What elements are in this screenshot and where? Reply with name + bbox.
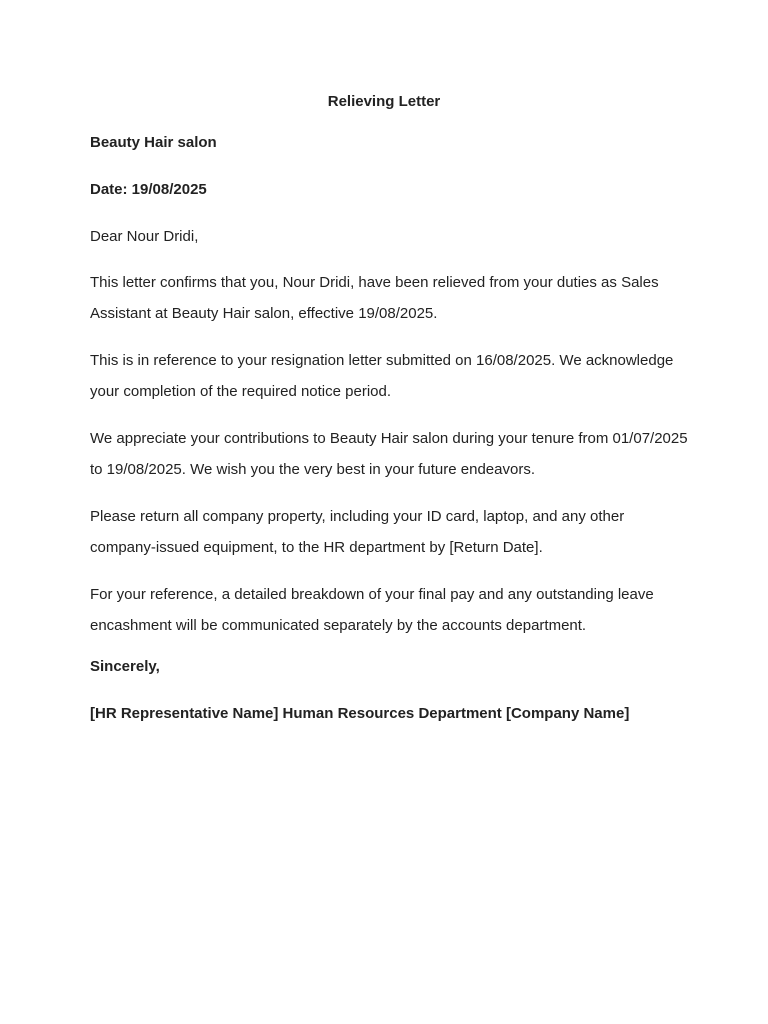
signoff: Sincerely, [90, 658, 160, 675]
letter-body [90, 92, 690, 724]
paragraph-final-pay: For your reference, a detailed breakdown of your final pay and any outstanding leave encashment will be communicated separately by the accounts department. [90, 586, 654, 634]
paragraph-return-property: Please return all company property, including your ID card, laptop, and any other company-issued equipment, to the HR department by [Return Date]. [90, 508, 625, 556]
company-name: Beauty Hair salon [90, 134, 217, 151]
paragraph-relieved: This letter confirms that you, Nour Dridi, have been relieved from your duties as Sales Assistant at Beauty Hair salon, effective 19/08/2025. [90, 274, 659, 322]
paragraph-appreciation: We appreciate your contributions to Beauty Hair salon during your tenure from 01/07/2025 to 19/08/2025. We wish you the very best in your future endeavors. [90, 430, 688, 478]
paragraph-resignation: This is in reference to your resignation letter submitted on 16/08/2025. We acknowledge your completion of the required notice period. [90, 352, 674, 400]
greeting: Dear Nour Dridi, [90, 228, 199, 245]
signature-block: [HR Representative Name] Human Resources Department [Company Name] [90, 705, 630, 722]
letter-title: Relieving Letter [327, 93, 441, 110]
letter-date: Date: 19/08/2025 [90, 181, 207, 198]
